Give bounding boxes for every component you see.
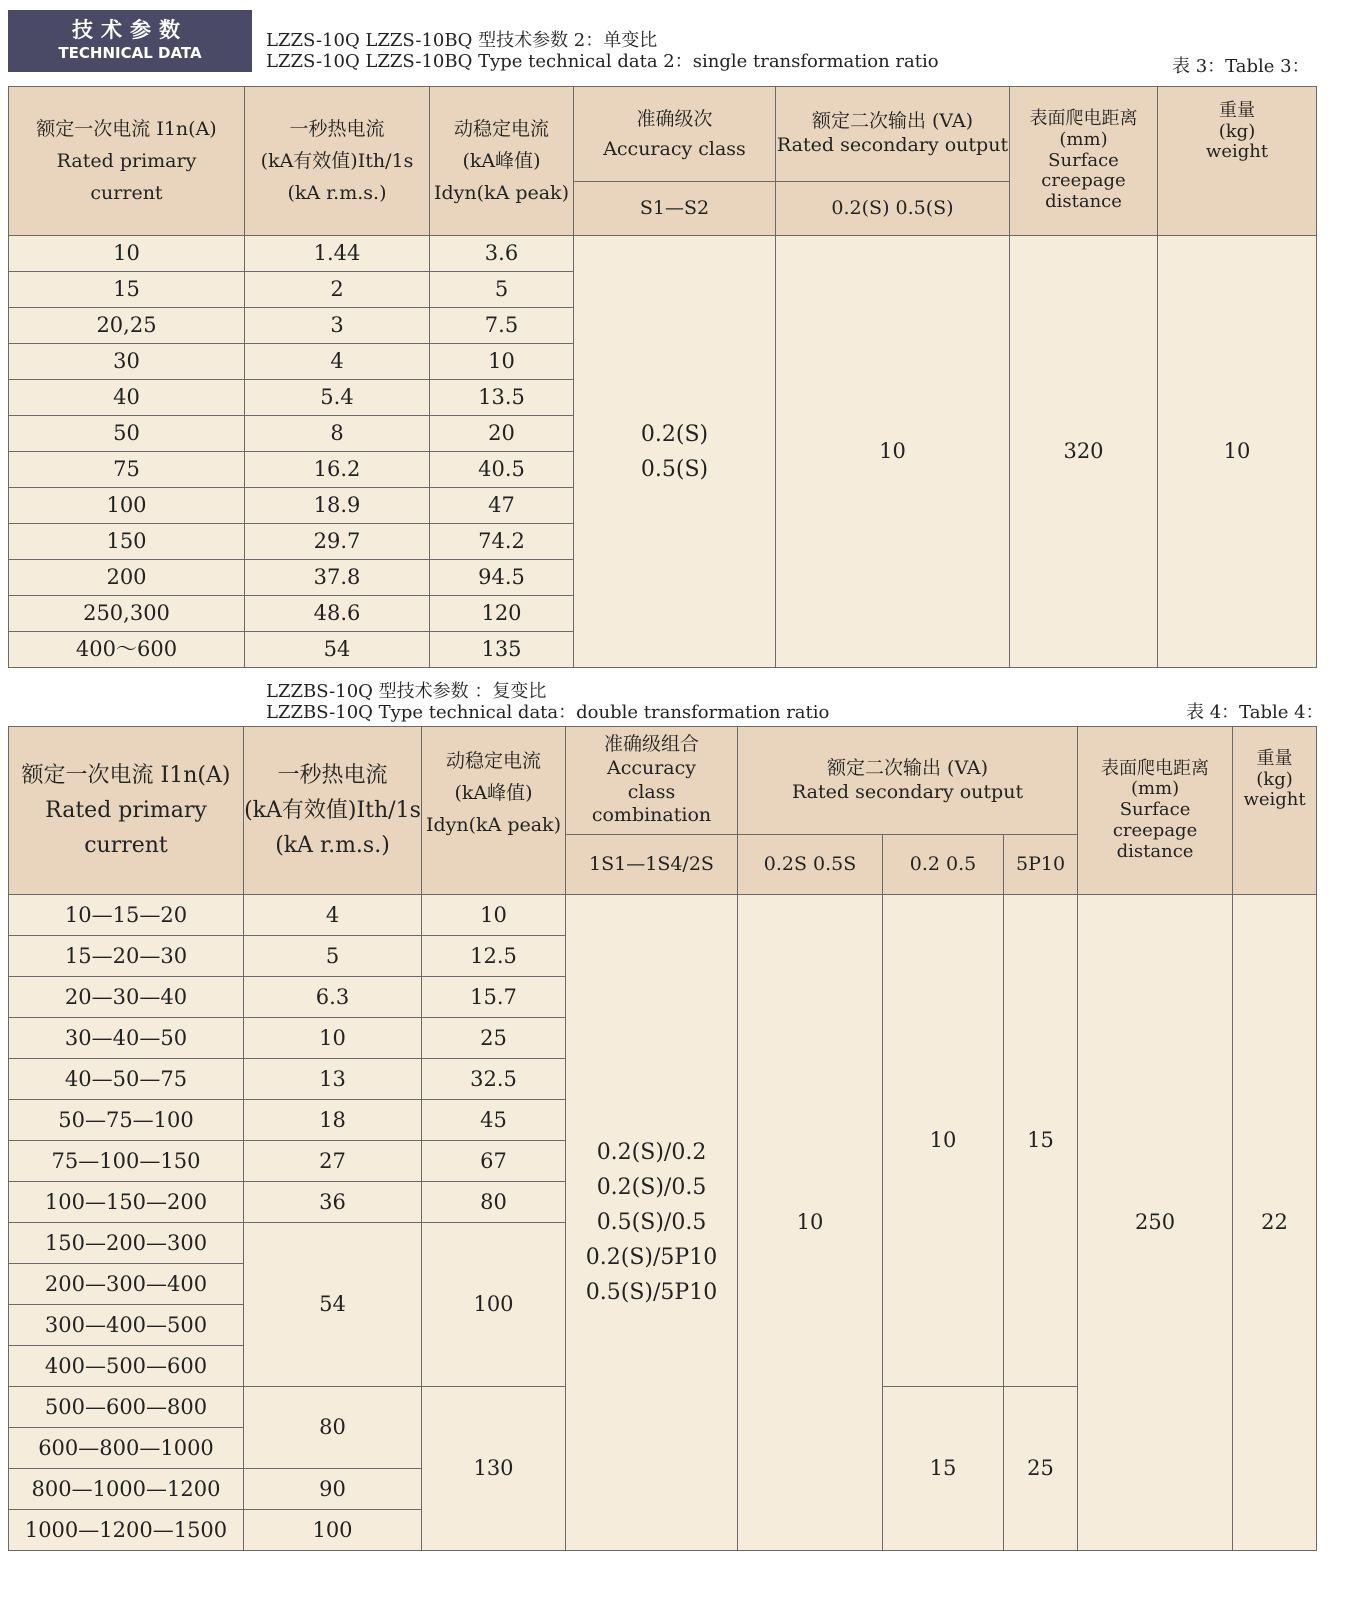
table4-primary-cell: 75—100—150: [9, 1141, 244, 1182]
table4-dynamic-cell: 67: [422, 1141, 566, 1182]
table3-label: 表 3：Table 3：: [1172, 56, 1310, 77]
table4-primary-cell: 30—40—50: [9, 1018, 244, 1059]
table4-primary-cell: 10—15—20: [9, 895, 244, 936]
table4-header-weight: 重量 (kg) weight: [1233, 727, 1317, 895]
table3-primary-cell: 75: [9, 452, 245, 488]
table4-primary-cell: 600—800—1000: [9, 1428, 244, 1469]
table4-primary-cell: 800—1000—1200: [9, 1469, 244, 1510]
table4-primary-cell: 50—75—100: [9, 1100, 244, 1141]
table4-primary-cell: 500—600—800: [9, 1387, 244, 1428]
table3-dynamic-cell: 94.5: [430, 560, 574, 596]
table4-thermal-cell: 10: [244, 1018, 422, 1059]
technical-data-badge: [8, 10, 252, 72]
badge-title-en: TECHNICAL DATA: [58, 44, 202, 62]
table4-dynamic-cell: 130: [422, 1387, 566, 1551]
table3-thermal-cell: 18.9: [245, 488, 430, 524]
table3-header-accuracy-sub: S1—S2: [574, 182, 776, 236]
table3-thermal-cell: 3: [245, 308, 430, 344]
table4-thermal-cell: 90: [244, 1469, 422, 1510]
table3-output-value: 10: [776, 236, 1010, 668]
table4-dynamic-cell: 25: [422, 1018, 566, 1059]
table4-primary-cell: 200—300—400: [9, 1264, 244, 1305]
table3-header-weight: 重量 (kg) weight: [1158, 87, 1317, 236]
table4: [8, 726, 1317, 1551]
table3-thermal-cell: 29.7: [245, 524, 430, 560]
table3-thermal-cell: 8: [245, 416, 430, 452]
table4-body: [9, 895, 1317, 1551]
table4-output-5p10-value: 25: [1004, 1387, 1078, 1551]
table3-dynamic-cell: 20: [430, 416, 574, 452]
table4-output-std-value: 15: [883, 1387, 1004, 1551]
table3-primary-cell: 400～600: [9, 632, 245, 668]
table4-header-output-sub-5p10: 5P10: [1004, 835, 1078, 895]
table3: [8, 86, 1317, 668]
table3-header-creepage: 表面爬电距离 (mm) Surface creepage distance: [1010, 87, 1158, 236]
table4-dynamic-cell: 10: [422, 895, 566, 936]
table4-thermal-cell: 27: [244, 1141, 422, 1182]
table4-header-output-sub-std: 0.2 0.5: [883, 835, 1004, 895]
table4-primary-cell: 40—50—75: [9, 1059, 244, 1100]
table4-dynamic-cell: 100: [422, 1223, 566, 1387]
table4-dynamic-cell: 80: [422, 1182, 566, 1223]
table4-thermal-cell: 54: [244, 1223, 422, 1387]
table3-accuracy-value: 0.2(S) 0.5(S): [574, 236, 776, 668]
table3-thermal-cell: 37.8: [245, 560, 430, 596]
table3-dynamic-cell: 13.5: [430, 380, 574, 416]
table4-primary-cell: 100—150—200: [9, 1182, 244, 1223]
table-row: [9, 236, 1317, 272]
table4-output-s-value: 10: [738, 895, 883, 1551]
table3-header-accuracy: 准确级次 Accuracy class: [574, 87, 776, 182]
table3-header-thermal: 一秒热电流 (kA有效值)Ith/1s (kA r.m.s.): [245, 87, 430, 236]
table3-header-dynamic: 动稳定电流 (kA峰值) Idyn(kA peak): [430, 87, 574, 236]
table4-header-creepage: 表面爬电距离 (mm) Surface creepage distance: [1078, 727, 1233, 895]
table3-header-output: 额定二次输出 (VA) Rated secondary output: [776, 87, 1010, 182]
table4-creepage-value: 250: [1078, 895, 1233, 1551]
table3-dynamic-cell: 10: [430, 344, 574, 380]
table3-primary-cell: 200: [9, 560, 245, 596]
table3-primary-cell: 40: [9, 380, 245, 416]
table3-dynamic-cell: 135: [430, 632, 574, 668]
table4-caption-cn: LZZBS-10Q 型技术参数 ：复变比: [266, 681, 547, 702]
table4-dynamic-cell: 15.7: [422, 977, 566, 1018]
table3-dynamic-cell: 120: [430, 596, 574, 632]
table3-thermal-cell: 4: [245, 344, 430, 380]
table3-thermal-cell: 2: [245, 272, 430, 308]
table4-primary-cell: 400—500—600: [9, 1346, 244, 1387]
table3-header-output-sub: 0.2(S) 0.5(S): [776, 182, 1010, 236]
table3-dynamic-cell: 40.5: [430, 452, 574, 488]
table3-thermal-cell: 5.4: [245, 380, 430, 416]
table4-thermal-cell: 36: [244, 1182, 422, 1223]
table4-dynamic-cell: 32.5: [422, 1059, 566, 1100]
table3-primary-cell: 150: [9, 524, 245, 560]
table3-caption-cn: LZZS-10Q LZZS-10BQ 型技术参数 2：单变比: [266, 30, 658, 51]
table3-creepage-value: 320: [1010, 236, 1158, 668]
table3-caption: [266, 30, 939, 72]
table4-header-accuracy-sub: 1S1—1S4/2S: [566, 835, 738, 895]
table4-header-output-sub-s: 0.2S 0.5S: [738, 835, 883, 895]
table4-dynamic-cell: 45: [422, 1100, 566, 1141]
table4-header-primary: 额定一次电流 I1n(A) Rated primary current: [9, 727, 244, 895]
table3-thermal-cell: 54: [245, 632, 430, 668]
table3-weight-value: 10: [1158, 236, 1317, 668]
table-row: [9, 895, 1317, 936]
table3-thermal-cell: 16.2: [245, 452, 430, 488]
table4-output-std-value: 10: [883, 895, 1004, 1387]
table4-primary-cell: 15—20—30: [9, 936, 244, 977]
table4-primary-cell: 1000—1200—1500: [9, 1510, 244, 1551]
table3-primary-cell: 10: [9, 236, 245, 272]
table4-header-accuracy: 准确级组合 Accuracy class combination: [566, 727, 738, 835]
table3-header-primary: 额定一次电流 I1n(A) Rated primary current: [9, 87, 245, 236]
table3-primary-cell: 100: [9, 488, 245, 524]
table3-dynamic-cell: 47: [430, 488, 574, 524]
table4-thermal-cell: 80: [244, 1387, 422, 1469]
table3-dynamic-cell: 74.2: [430, 524, 574, 560]
table4-accuracy-values: 0.2(S)/0.2 0.2(S)/0.5 0.5(S)/0.5 0.2(S)/5P10 0.5(S)/5P10: [566, 895, 738, 1551]
table4-thermal-cell: 5: [244, 936, 422, 977]
table4-header-dynamic: 动稳定电流 (kA峰值) Idyn(kA peak): [422, 727, 566, 895]
table4-header-output: 额定二次输出 (VA) Rated secondary output: [738, 727, 1078, 835]
table3-primary-cell: 250,300: [9, 596, 245, 632]
table3-primary-cell: 50: [9, 416, 245, 452]
table4-thermal-cell: 18: [244, 1100, 422, 1141]
table4-dynamic-cell: 12.5: [422, 936, 566, 977]
table4-primary-cell: 150—200—300: [9, 1223, 244, 1264]
table3-primary-cell: 20,25: [9, 308, 245, 344]
table3-thermal-cell: 1.44: [245, 236, 430, 272]
table4-caption: [266, 681, 829, 723]
table4-caption-en: LZZBS-10Q Type technical data：double transformation ratio: [266, 702, 830, 723]
table3-thermal-cell: 48.6: [245, 596, 430, 632]
table3-primary-cell: 15: [9, 272, 245, 308]
table3-caption-en: LZZS-10Q LZZS-10BQ Type technical data 2：single transformation ratio: [266, 51, 939, 72]
table3-dynamic-cell: 3.6: [430, 236, 574, 272]
table4-output-5p10-value: 15: [1004, 895, 1078, 1387]
table3-body: [9, 236, 1317, 668]
table3-primary-cell: 30: [9, 344, 245, 380]
table4-thermal-cell: 13: [244, 1059, 422, 1100]
table3-dynamic-cell: 7.5: [430, 308, 574, 344]
table4-primary-cell: 300—400—500: [9, 1305, 244, 1346]
table4-weight-value: 22: [1233, 895, 1317, 1551]
table4-thermal-cell: 4: [244, 895, 422, 936]
table4-thermal-cell: 6.3: [244, 977, 422, 1018]
badge-title-cn: 技术参数: [72, 18, 188, 42]
table4-label: 表 4：Table 4：: [1186, 702, 1324, 723]
table3-dynamic-cell: 5: [430, 272, 574, 308]
table4-primary-cell: 20—30—40: [9, 977, 244, 1018]
table4-header-thermal: 一秒热电流 (kA有效值)Ith/1s (kA r.m.s.): [244, 727, 422, 895]
table4-thermal-cell: 100: [244, 1510, 422, 1551]
